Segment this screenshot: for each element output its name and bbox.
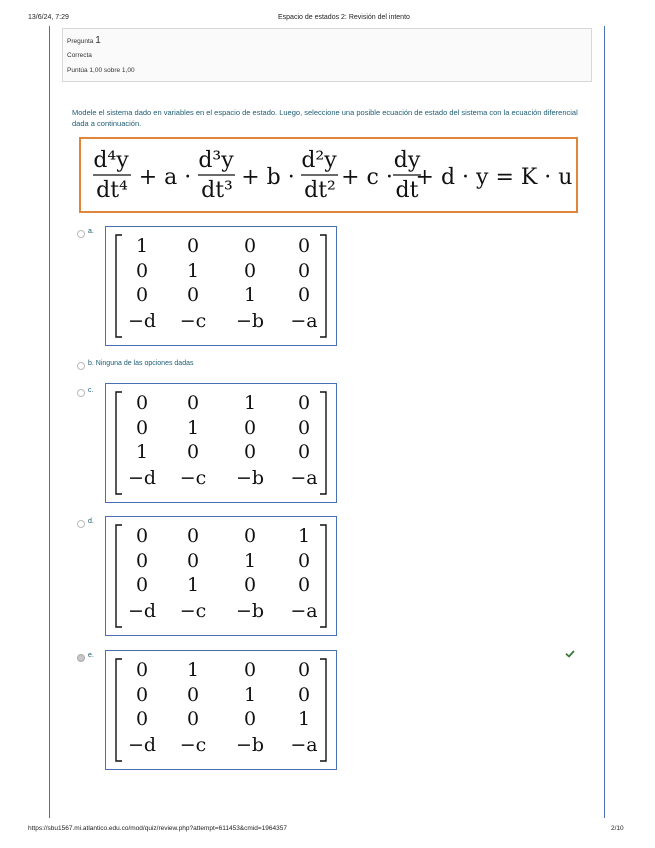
option-b-label[interactable] [88,360,193,367]
matrix-d-cell: −a [290,600,318,622]
matrix-left-bracket [116,525,122,627]
eq-term1-num: d⁴y [93,148,129,173]
matrix-c-cell: 0 [135,392,149,414]
matrix-c-cell: 0 [243,441,257,463]
eq-op2: + b · [241,165,295,190]
option-b-radio[interactable] [77,362,85,370]
matrix-d-cell: 0 [297,550,311,572]
matrix-e-cell: 0 [186,684,200,706]
matrix-e-cell: 1 [243,684,257,706]
matrix-a-cell: −d [127,310,157,332]
print-datetime: 13/6/24, 7:29 [28,14,69,21]
matrix-e [106,651,336,769]
matrix-e-cell: 1 [297,708,311,730]
matrix-a-cell: 0 [297,284,311,306]
matrix-a-cell: −c [179,310,207,332]
matrix-left-bracket [116,235,122,337]
footer-url: https://sbu1567.mi.atlantico.edu.co/mod/quiz/review.php?attempt=611453&cmid=1964357 [28,825,287,832]
option-a-matrix[interactable] [105,226,337,346]
option-a-label: a. [88,228,94,235]
matrix-right-bracket [320,525,326,627]
differential-equation [81,139,576,211]
matrix-d [106,517,336,635]
matrix-e-cell: 0 [135,708,149,730]
matrix-d-cell: 0 [297,574,311,596]
eq-op1: + a · [138,165,192,190]
matrix-c-cell: 0 [297,392,311,414]
option-d-label: d. [88,518,94,525]
matrix-e-cell: 0 [297,684,311,706]
eq-term4-num: dy [393,148,421,173]
matrix-a-cell: 0 [297,260,311,282]
equation-box [79,137,578,213]
matrix-d-cell: −b [235,600,265,622]
matrix-d-cell: 0 [135,525,149,547]
matrix-e-cell: 0 [135,659,149,681]
question-status: Correcta [67,52,92,59]
matrix-e-cell: 1 [186,659,200,681]
matrix-left-bracket [116,392,122,494]
matrix-a-cell: −b [235,310,265,332]
option-b-text: Ninguna de las opciones dadas [95,360,194,367]
matrix-d-cell: 1 [186,574,200,596]
matrix-c-cell: −a [290,467,318,489]
check-icon [565,649,575,659]
right-border-line [604,26,605,818]
eq-term2-den: dt³ [201,178,233,203]
option-a-radio[interactable] [77,230,85,238]
option-b-letter: b. [88,360,94,367]
matrix-d-cell: 1 [297,525,311,547]
eq-term3-num: d²y [301,148,337,173]
matrix-right-bracket [320,392,326,494]
eq-term1-den: dt⁴ [96,178,128,203]
matrix-c-cell: 0 [297,417,311,439]
matrix-a-cell: 1 [186,260,200,282]
matrix-c-cell: −d [127,467,157,489]
option-d-matrix[interactable] [105,516,337,636]
matrix-c-cell: 1 [243,392,257,414]
matrix-a-cell: 0 [297,235,311,257]
matrix-a-cell: 0 [243,260,257,282]
matrix-a-cell: 0 [186,235,200,257]
matrix-d-cell: 0 [243,574,257,596]
matrix-d-cell: 0 [243,525,257,547]
matrix-d-cell: 0 [186,525,200,547]
matrix-e-cell: 0 [297,659,311,681]
matrix-a-cell: 0 [135,260,149,282]
matrix-a-cell: 0 [186,284,200,306]
matrix-a-cell: −a [290,310,318,332]
question-info-box [62,28,592,82]
matrix-e-cell: 0 [243,659,257,681]
matrix-right-bracket [320,659,326,761]
matrix-d-cell: −d [127,600,157,622]
matrix-a [106,227,336,345]
matrix-e-cell: −c [179,734,207,756]
matrix-d-cell: 1 [243,550,257,572]
option-e-matrix[interactable] [105,650,337,770]
question-score: Puntúa 1,00 sobre 1,00 [67,67,135,74]
matrix-e-cell: 0 [135,684,149,706]
matrix-c-cell: 0 [186,441,200,463]
matrix-c-cell: 0 [297,441,311,463]
matrix-e-cell: 0 [243,708,257,730]
eq-tail: + d · y = K · u [415,165,573,190]
matrix-d-cell: 0 [135,574,149,596]
option-c-matrix[interactable] [105,383,337,503]
option-c-radio[interactable] [77,389,85,397]
matrix-c-cell: 0 [243,417,257,439]
matrix-e-cell: −d [127,734,157,756]
footer-page: 2/10 [611,825,624,832]
option-e-radio[interactable] [77,654,85,662]
question-label: Pregunta [67,38,94,45]
matrix-e-cell: −a [290,734,318,756]
matrix-c-cell: 0 [135,417,149,439]
matrix-e-cell: 0 [186,708,200,730]
eq-term2-num: d³y [198,148,234,173]
option-d-radio[interactable] [77,520,85,528]
eq-op3: + c · [341,165,393,190]
matrix-e-cell: −b [235,734,265,756]
matrix-c [106,384,336,502]
eq-term4-den: dt [395,178,419,203]
question-text: Modele el sistema dado en variables en el espacio de estado. Luego, seleccione una posible ecuación de estado del sistema con la ecuación diferencial dada a continuación. [72,108,578,128]
question-number: 1 [95,35,101,46]
matrix-a-cell: 0 [243,235,257,257]
print-title: Espacio de estados 2: Revisión del intento [278,14,410,21]
matrix-d-cell: 0 [186,550,200,572]
question-label-row [67,35,101,46]
left-border-line [49,26,50,818]
matrix-a-cell: 1 [135,235,149,257]
matrix-c-cell: 0 [186,392,200,414]
matrix-c-cell: 1 [135,441,149,463]
matrix-right-bracket [320,235,326,337]
matrix-d-cell: −c [179,600,207,622]
matrix-c-cell: −c [179,467,207,489]
eq-term3-den: dt² [304,178,336,203]
matrix-a-cell: 1 [243,284,257,306]
matrix-c-cell: 1 [186,417,200,439]
option-c-label: c. [88,387,94,394]
option-e-label: e. [88,652,94,659]
matrix-left-bracket [116,659,122,761]
matrix-d-cell: 0 [135,550,149,572]
matrix-c-cell: −b [235,467,265,489]
matrix-a-cell: 0 [135,284,149,306]
